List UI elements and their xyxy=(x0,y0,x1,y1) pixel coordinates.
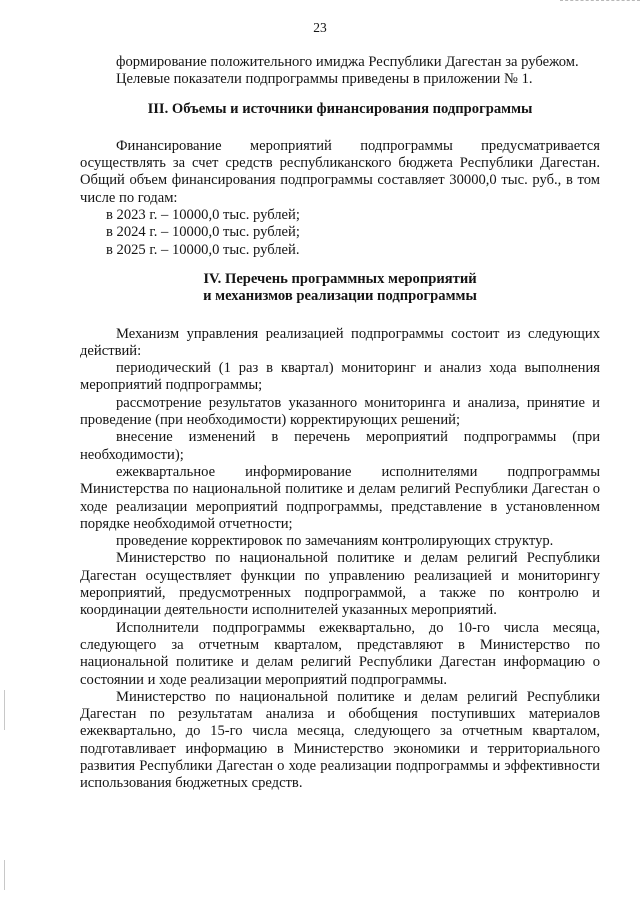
paragraph: Финансирование мероприятий подпрограммы предусматривается осуществлять за счет средств республиканского бюджета Республики Дагестан. Общий объем финансирования подпрограммы составляет 30000,0 тыс. руб., в том числе по годам: xyxy=(80,137,600,206)
document-body xyxy=(80,54,600,793)
section-heading: IV. Перечень программных мероприятий xyxy=(203,270,477,287)
funding-year-line: в 2023 г. – 10000,0 тыс. рублей; xyxy=(106,207,300,224)
paragraph: Исполнители подпрограммы ежеквартально, до 10-го числа месяца, следующего за отчетным кварталом, представляют в Министерство по национальной политике и делам религий Республики Дагестан информацию о состоянии и ходе реализации мероприятий подпрограммы. xyxy=(80,619,600,688)
scan-edge-mark xyxy=(4,860,5,890)
paragraph: Министерство по национальной политике и делам религий Республики Дагестан осуществляет функции по управлению реализацией и мониторингу мероприятий, предусмотренных подпрограммой, а также по контролю и координации деятельности исполнителей указанных мероприятий. xyxy=(80,550,600,619)
funding-year-line: в 2024 г. – 10000,0 тыс. рублей; xyxy=(106,224,300,241)
paragraph: формирование положительного имиджа Республики Дагестан за рубежом. xyxy=(116,54,579,70)
page-number: 23 xyxy=(313,20,327,35)
action-item: рассмотрение результатов указанного мониторинга и анализа, принятие и проведение (при необходимости) корректирующих решений; xyxy=(80,394,600,429)
paragraph: Министерство по национальной политике и делам религий Республики Дагестан по результатам анализа и обобщения поступивших материалов ежеквартально, до 15-го числа месяца, следующего за отчетным кварталом, подготавливает информацию в Министерство экономики и территориального развития Республики Дагестан о ходе реализации подпрограммы и эффективности использования бюджетных средств. xyxy=(80,688,600,792)
scan-edge-mark xyxy=(4,690,5,730)
paragraph: Целевые показатели подпрограммы приведены в приложении № 1. xyxy=(116,71,533,88)
action-item: внесение изменений в перечень мероприятий подпрограммы (при необходимости); xyxy=(80,429,600,463)
action-item: периодический (1 раз в квартал) мониторинг и анализ хода выполнения мероприятий подпрограммы; xyxy=(80,360,600,394)
scan-edge-mark xyxy=(560,0,640,3)
funding-year-line: в 2025 г. – 10000,0 тыс. рублей. xyxy=(106,241,300,258)
paragraph: Механизм управления реализацией подпрограммы состоит из следующих действий: xyxy=(80,325,600,359)
action-item: ежеквартальное информирование исполнителями подпрограммы Министерства по национальной политике и делам религий Республики Дагестан о ходе реализации мероприятий подпрограммы, представление в установленном порядке необходимой отчетности; xyxy=(80,463,600,532)
action-item: проведение корректировок по замечаниям контролирующих структур. xyxy=(116,533,554,550)
section-heading: III. Объемы и источники финансирования подпрограммы xyxy=(147,100,533,117)
section-heading: и механизмов реализации подпрограммы xyxy=(203,288,477,305)
